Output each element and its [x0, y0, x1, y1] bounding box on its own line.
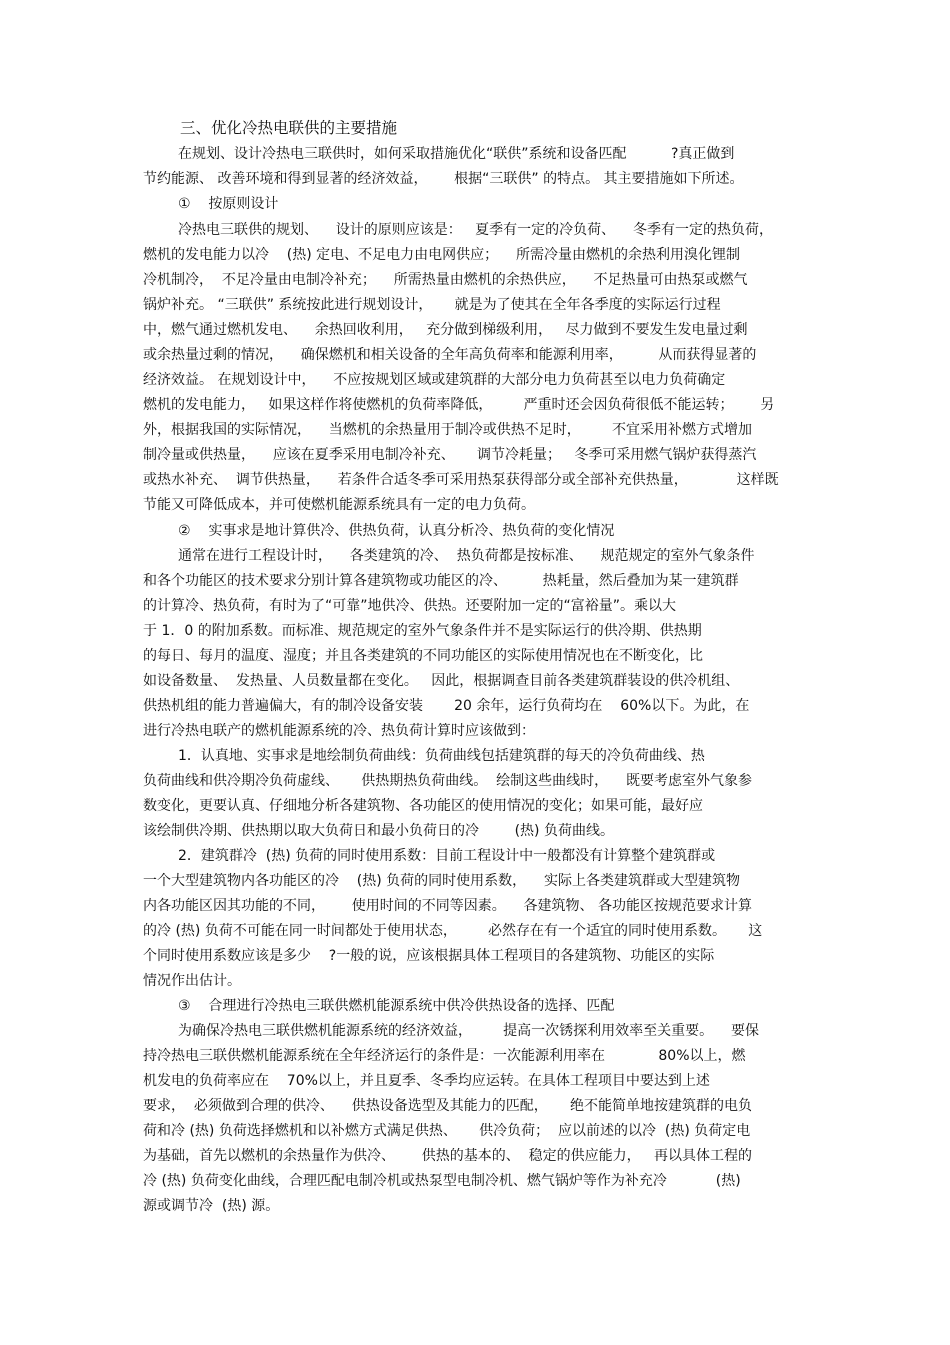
paragraph-line: 节能又可降低成本，并可使燃机能源系统具有一定的电力负荷。 [143, 497, 535, 513]
paragraph-line: 冷 (热) 负荷变化曲线，合理匹配电制冷机或热泵型电制冷机、燃气锅炉等作为补充冷 (热) [143, 1173, 741, 1189]
paragraph-line: 供热机组的能力普遍偏大，有的制冷设备安装 20 余年，运行负荷均在 60%以下。为此，在 [143, 698, 750, 714]
paragraph-line: 的计算冷、热负荷，有时为了“可靠”地供冷、供热。还要附加一定的“富裕量”。乘以大 [143, 598, 677, 614]
paragraph-line: 荷和冷 (热) 负荷选择燃机和以补燃方式满足供热、 供冷负荷； 应以前述的以冷 (热) 负荷定电 [143, 1123, 751, 1139]
paragraph-line: 通常在进行工程设计时， 各类建筑的冷、 热负荷都是按标准、 规范规定的室外气象条件 [178, 548, 755, 564]
paragraph-line: 经济效益。 在规划设计中， 不应按规划区域或建筑群的大部分电力负荷甚至以电力负荷确定 [143, 372, 726, 388]
paragraph-line: 内各功能区因其功能的不同， 使用时间的不同等因素。 各建筑物、 各功能区按规范要求计算 [143, 898, 752, 914]
paragraph-line: 数变化，更要认真、仔细地分析各建筑物、各功能区的使用情况的变化；如果可能，最好应 [143, 798, 703, 814]
paragraph-line: 个同时使用系数应该是多少 ?一般的说，应该根据具体工程项目的各建筑物、功能区的实际 [143, 948, 715, 964]
paragraph-line: 和各个功能区的技术要求分别计算各建筑物或功能区的冷、 热耗量，然后叠加为某一建筑群 [143, 573, 739, 589]
subheading-equipment-selection: ③ 合理进行冷热电三联供燃机能源系统中供冷供热设备的选择、匹配 [178, 998, 615, 1014]
paragraph-line: 冷机制冷， 不足冷量由电制冷补充； 所需热量由燃机的余热供应， 不足热量可由热泵或燃气 [143, 272, 748, 288]
paragraph-line: 燃机的发电能力以冷 (热) 定电、不足电力由电网供应； 所需冷量由燃机的余热利用溴化锂制 [143, 247, 740, 263]
paragraph-line: 于 1．0 的附加系数。而标准、规范规定的室外气象条件并不是实际运行的供冷期、供热期 [143, 623, 702, 639]
paragraph-line: 外，根据我国的实际情况， 当燃机的余热量用于制冷或供热不足时， 不宜采用补燃方式增加 [143, 422, 752, 438]
paragraph-line: 锅炉补充。 “三联供” 系统按此进行规划设计， 就是为了使其在全年各季度的实际运行过程 [143, 297, 721, 313]
paragraph-line: 一个大型建筑物内各功能区的冷 (热) 负荷的同时使用系数， 实际上各类建筑群或大型建筑物 [143, 873, 740, 889]
paragraph-line: 的每日、每月的温度、湿度；并且各类建筑的不同功能区的实际使用情况也在不断变化，比 [143, 648, 703, 664]
paragraph-line: 负荷曲线和供冷期冷负荷虚线、 供热期热负荷曲线。 绘制这些曲线时， 既要考虑室外气象参 [143, 773, 752, 789]
paragraph-line: 机发电的负荷率应在 70%以上，并且夏季、冬季均应运转。在具体工程项目中要达到上述 [143, 1073, 710, 1089]
paragraph-line: 在规划、设计冷热电三联供时，如何采取措施优化“联供”系统和设备匹配 ?真正做到 [178, 146, 735, 162]
paragraph-line: 该绘制供冷期、供热期以取大负荷日和最小负荷日的冷 (热) 负荷曲线。 [143, 823, 614, 839]
paragraph-line: 或热水补充、 调节供热量， 若条件合适冬季可采用热泵获得部分或全部补充供热量， 这样既 [143, 472, 779, 488]
paragraph-line: 源或调节冷 (热) 源。 [143, 1198, 280, 1214]
paragraph-line: 或余热量过剩的情况， 确保燃机和相关设备的全年高负荷率和能源利用率， 从而获得显著的 [143, 347, 757, 363]
paragraph-line: 如设备数量、 发热量、人员数量都在变化。 因此，根据调查目前各类建筑群装设的供冷机组、 [143, 673, 740, 689]
paragraph-line: 为确保冷热电三联供燃机能源系统的经济效益， 提高一次锈探利用效率至关重要。 要保 [178, 1023, 759, 1039]
paragraph-line: 情况作出估计。 [143, 973, 241, 989]
paragraph-line: 节约能源、 改善环境和得到显著的经济效益， 根据“三联供” 的特点。 其主要措施如下所述。 [143, 171, 744, 187]
subheading-load-calculation: ② 实事求是地计算供冷、供热负荷，认真分析冷、热负荷的变化情况 [178, 523, 615, 539]
paragraph-line: 要求， 必须做到合理的供冷、 供热设备选型及其能力的匹配， 绝不能简单地按建筑群的电负 [143, 1098, 752, 1114]
list-item-2: 2．建筑群冷 (热) 负荷的同时使用系数：目前工程设计中一般都没有计算整个建筑群或 [178, 848, 716, 864]
paragraph-line: 的冷 (热) 负荷不可能在同一时间都处于使用状态， 必然存在有一个适宜的同时使用系数。 这 [143, 923, 763, 939]
paragraph-line: 持冷热电三联供燃机能源系统在全年经济运行的条件是：一次能源利用率在 80%以上，燃 [143, 1048, 746, 1064]
list-item-1: 1．认真地、实事求是地绘制负荷曲线：负荷曲线包括建筑群的每天的冷负荷曲线、热 [178, 748, 705, 764]
paragraph-line: 中，燃气通过燃机发电、 余热回收利用， 充分做到梯级利用， 尽力做到不要发生发电量过剩 [143, 322, 748, 338]
paragraph-line: 燃机的发电能力， 如果这样作将使燃机的负荷率降低， 严重时还会因负荷很低不能运转； 另 [143, 397, 775, 413]
paragraph-line: 制冷量或供热量， 应该在夏季采用电制冷补充、 调节冷耗量； 冬季可采用燃气锅炉获得蒸汽 [143, 447, 757, 463]
paragraph-line: 冷热电三联供的规划、 设计的原则应该是： 夏季有一定的冷负荷、 冬季有一定的热负荷， [178, 222, 773, 238]
subheading-principle-design: ① 按原则设计 [178, 196, 279, 212]
paragraph-line: 为基础，首先以燃机的余热量作为供冷、 供热的基本的、 稳定的供应能力， 再以具体工程的 [143, 1148, 752, 1164]
paragraph-line: 进行冷热电联产的燃机能源系统的冷、热负荷计算时应该做到： [143, 723, 535, 739]
section-heading: 三、优化冷热电联供的主要措施 [180, 119, 398, 137]
